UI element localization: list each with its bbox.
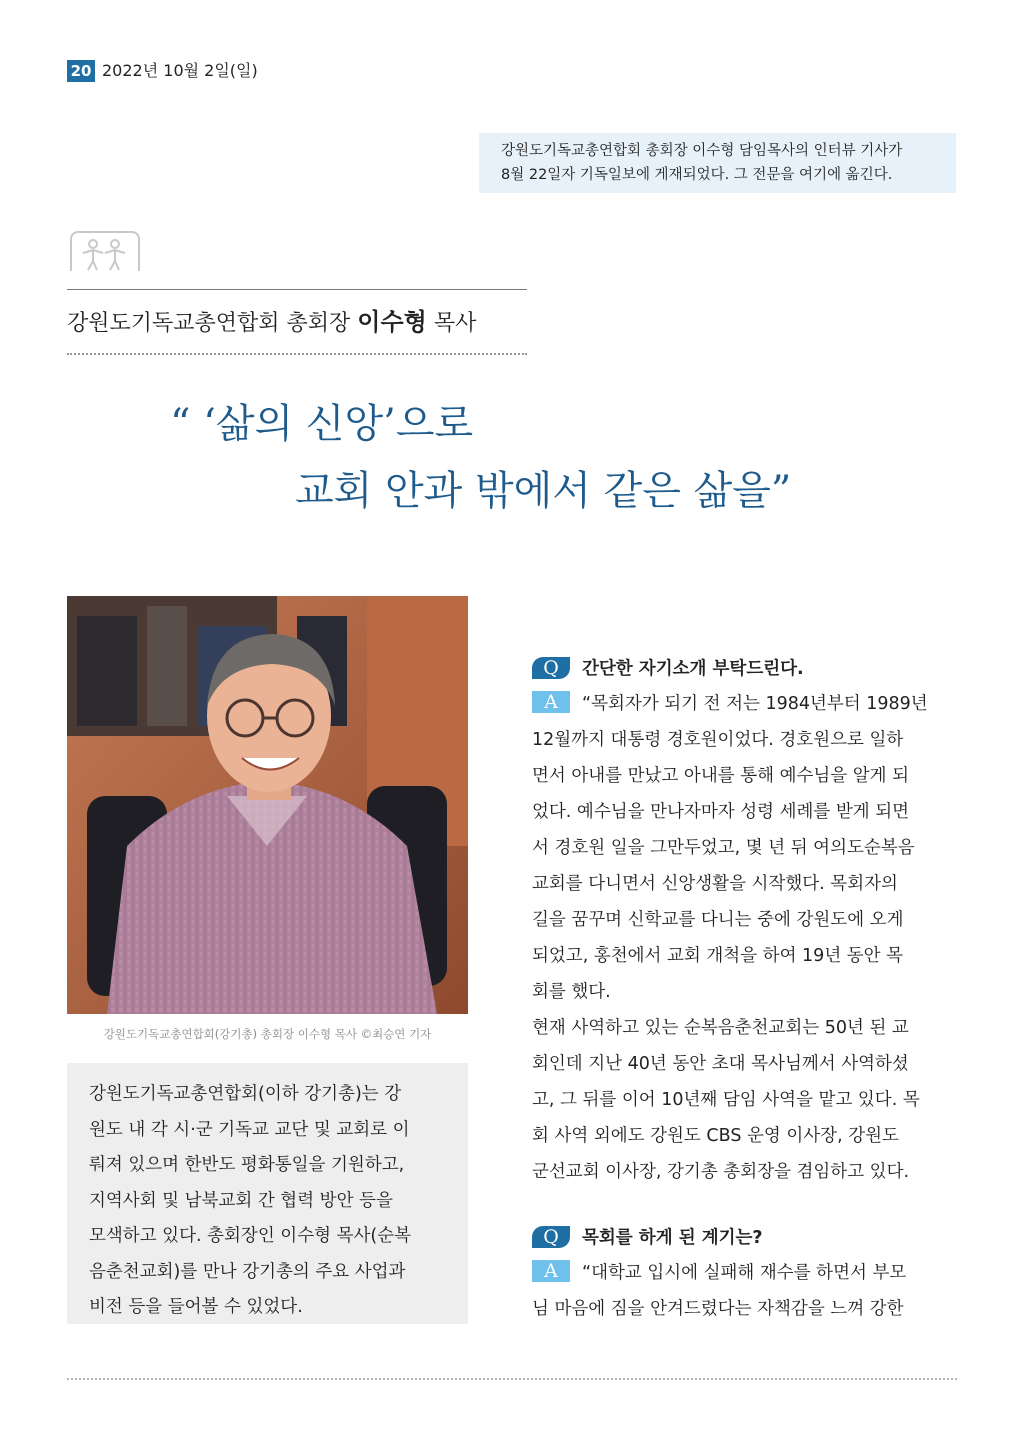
editor-note-line: 8월 22일자 기독일보에 게재되었다. 그 전문을 여기에 옮긴다. — [501, 167, 893, 183]
intro-line: 원도 내 각 시·군 기독교 교단 및 교회로 이 — [89, 1119, 410, 1140]
question-1 — [532, 652, 804, 686]
answer-badge: A — [532, 1260, 570, 1282]
question-badge: Q — [532, 1226, 570, 1248]
answer-line: 서 경호원 일을 그만두었고, 몇 년 뒤 여의도순복음 — [532, 838, 915, 858]
answer-line: 님 마음에 짐을 안겨드렸다는 자책감을 느껴 강한 — [532, 1299, 904, 1319]
answer-line: 회를 했다. — [532, 982, 611, 1002]
answer-line: 회 사역 외에도 강원도 CBS 운영 이사장, 강원도 — [532, 1126, 899, 1146]
answer-line: 고, 그 뒤를 이어 10년째 담임 사역을 맡고 있다. 목 — [532, 1090, 920, 1110]
answer-line: 회인데 지난 40년 동안 초대 목사님께서 사역하셨 — [532, 1054, 909, 1074]
answer-text: “대학교 입시에 실패해 재수를 하면서 부모 — [582, 1263, 907, 1283]
qa-block-2 — [532, 1221, 956, 1331]
headline-line-2: 교회 안과 밖에서 같은 삶을” — [295, 468, 792, 514]
qa-block-1 — [532, 652, 956, 1192]
intro-line: 음춘천교회)를 만나 강기총의 주요 사업과 — [89, 1261, 406, 1282]
intro-line: 지역사회 및 남북교회 간 협력 방안 등을 — [89, 1190, 393, 1211]
headline-line-1: “ ‘삶의 신앙’으로 — [170, 401, 474, 447]
section-logo — [70, 231, 140, 271]
answer-line: 면서 아내를 만났고 아내를 통해 예수님을 알게 되 — [532, 766, 910, 786]
question-badge: Q — [532, 657, 570, 679]
page-bottom-rule — [67, 1378, 957, 1380]
page-number: 20 — [67, 60, 95, 82]
answer-line: 었다. 예수님을 만나자마자 성령 세례를 받게 되면 — [532, 802, 910, 822]
subtitle-top-rule — [67, 289, 527, 290]
interviewee-photo — [67, 596, 468, 1014]
answer-badge: A — [532, 691, 570, 713]
intro-line: 뤄져 있으며 한반도 평화통일을 기원하고, — [89, 1155, 405, 1175]
editor-note — [479, 133, 956, 193]
intro-box — [67, 1063, 468, 1324]
answer-line: 되었고, 홍천에서 교회 개척을 하여 19년 동안 목 — [532, 946, 904, 966]
interviewee-org: 강원도기독교총연합회 총회장 — [67, 311, 351, 336]
answer-2-start — [532, 1256, 906, 1290]
photo-caption: 강원도기독교총연합회(강기총) 총회장 이수형 목사 ©최승연 기자 — [103, 1027, 432, 1041]
intro-line: 비전 등을 들어볼 수 있었다. — [89, 1297, 303, 1317]
children-icon — [79, 237, 131, 271]
answer-text: “목회자가 되기 전 저는 1984년부터 1989년 — [582, 694, 928, 714]
question-text: 간단한 자기소개 부탁드린다. — [582, 659, 804, 679]
interviewee-name: 이수형 — [357, 308, 427, 336]
issue-date: 2022년 10월 2일(일) — [102, 61, 258, 80]
answer-line: 교회를 다니면서 신앙생활을 시작했다. 목회자의 — [532, 874, 898, 894]
answer-line: 길을 꿈꾸며 신학교를 다니는 중에 강원도에 오게 — [532, 910, 904, 930]
answer-line: 현재 사역하고 있는 순복음춘천교회는 50년 된 교 — [532, 1018, 909, 1038]
subtitle-bottom-rule — [67, 353, 527, 355]
question-2 — [532, 1221, 763, 1255]
intro-line: 모색하고 있다. 총회장인 이수형 목사(순복 — [89, 1226, 412, 1246]
editor-note-line: 강원도기독교총연합회 총회장 이수형 담임목사의 인터뷰 기사가 — [501, 143, 903, 159]
interviewee-title — [67, 300, 476, 346]
answer-line: 12월까지 대통령 경호원이었다. 경호원으로 일하 — [532, 730, 904, 750]
interviewee-role: 목사 — [433, 311, 477, 336]
question-text: 목회를 하게 된 계기는? — [582, 1228, 763, 1248]
intro-line: 강원도기독교총연합회(이하 강기총)는 강 — [89, 1084, 402, 1104]
answer-1-start — [532, 687, 928, 721]
answer-line: 군선교회 이사장, 강기총 총회장을 겸임하고 있다. — [532, 1162, 910, 1182]
